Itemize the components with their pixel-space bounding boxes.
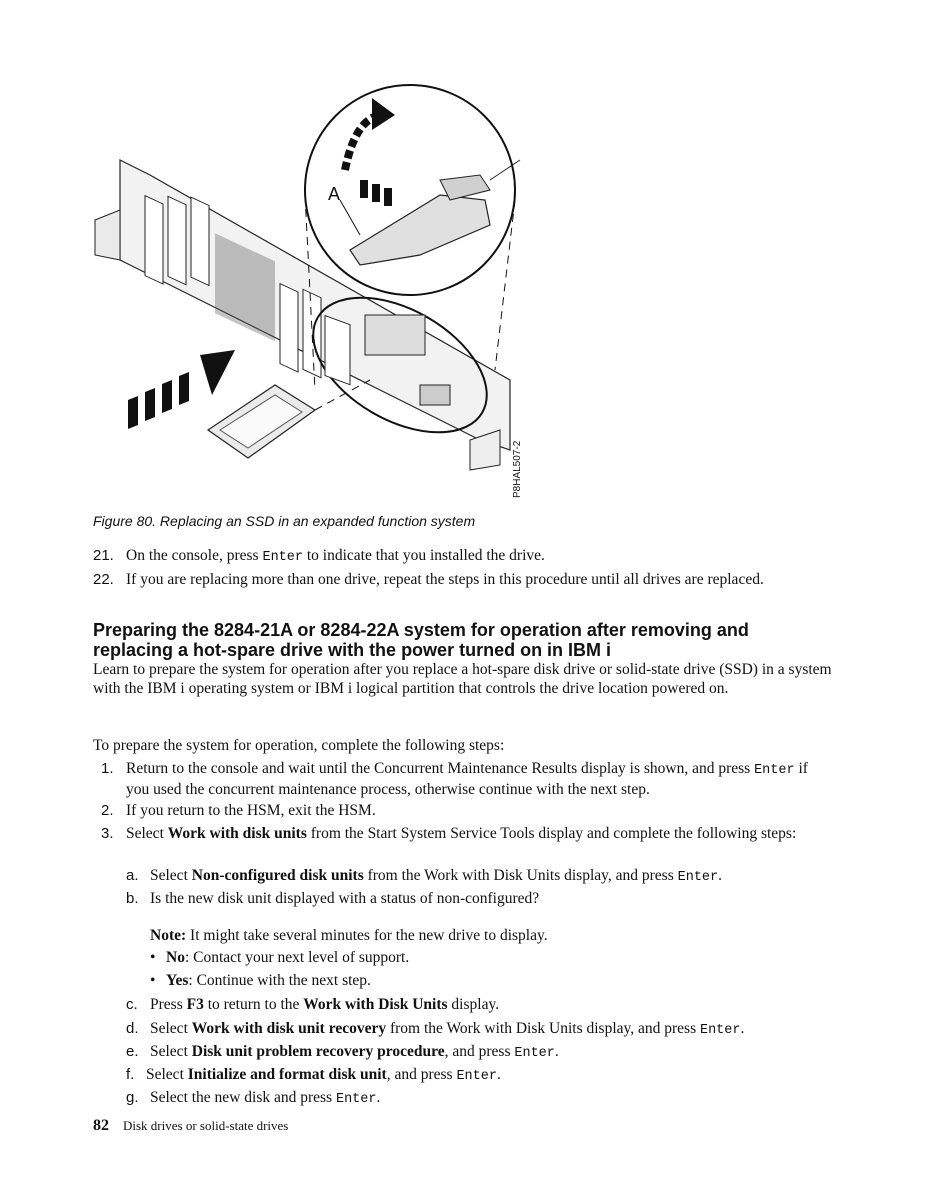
step-text: . [740, 1020, 745, 1037]
step-text: If you are replacing more than one drive, repeat the steps in this procedure until all drives are replaced. [126, 571, 764, 588]
note-text: It might take several minutes for the new drive to display. [186, 927, 548, 944]
step-text: Select [150, 1043, 192, 1060]
menu-option: Disk unit problem recovery procedure [191, 1043, 445, 1060]
key-enter: Enter [699, 1023, 741, 1038]
step-number: 22. [93, 571, 114, 588]
callout-label: A [328, 184, 341, 204]
step-text: . [718, 867, 723, 884]
substep-letter: e. [126, 1043, 139, 1060]
step-text: Press [150, 996, 187, 1013]
bullet-dot: • [150, 972, 156, 989]
step-text: , and press [386, 1066, 457, 1083]
footer-title: Disk drives or solid-state drives [123, 1118, 289, 1133]
page-footer [93, 1117, 288, 1135]
key-enter: Enter [677, 870, 719, 885]
menu-option: Work with Disk Units [303, 996, 448, 1013]
step-text: to return to the [203, 996, 304, 1013]
figure-caption: Figure 80. Replacing an SSD in an expanded function system [93, 513, 476, 529]
note-label: Note: [150, 927, 187, 944]
key-enter: Enter [514, 1046, 555, 1061]
substep-letter: a. [126, 867, 139, 884]
step-text: , and press [444, 1043, 515, 1060]
key-enter: Enter [754, 763, 795, 778]
substep-letter: c. [126, 996, 138, 1013]
step-text: if you used the concurrent maintenance process, otherwise continue with the next step. [126, 760, 808, 798]
step-text: . [554, 1043, 559, 1060]
key-enter: Enter [262, 550, 303, 565]
step-text: from the Start System Service Tools display and complete the following steps: [306, 825, 797, 842]
step-text: Select [146, 1066, 188, 1083]
section-intro: Learn to prepare the system for operation after you replace a hot-spare disk drive or solid-state drive (SSD) in a system with the IBM i operating system or IBM i logical partition that controls the drive location powered on. [93, 661, 832, 697]
step-text: Select the new disk and press [150, 1089, 336, 1106]
step-text: On the console, press [126, 547, 263, 564]
substep-letter: d. [126, 1020, 139, 1037]
menu-option: Work with disk units [167, 825, 307, 842]
bullet-label: No [166, 949, 185, 966]
step-text: from the Work with Disk Units display, and press [363, 867, 678, 884]
step-text: Is the new disk unit displayed with a status of non-configured? [150, 890, 540, 907]
ssd-replacement-figure [90, 80, 530, 505]
step-number: 1. [101, 760, 114, 777]
section-heading: Preparing the 8284-21A or 8284-22A system for operation after removing and replacing a hot-spare drive with the power turned on in IBM i [93, 620, 749, 660]
step-text: Return to the console and wait until the Concurrent Maintenance Results display is shown, and press [126, 760, 755, 777]
substep-letter: f. [126, 1066, 135, 1083]
step-number: 21. [93, 547, 114, 564]
step-text: . [376, 1089, 381, 1106]
steps-lead: To prepare the system for operation, complete the following steps: [93, 737, 505, 754]
menu-option: Non-configured disk units [191, 867, 364, 884]
key-f3: F3 [186, 996, 204, 1013]
substep-letter: b. [126, 890, 139, 907]
bullet-text: : Continue with the next step. [188, 972, 371, 989]
step-number: 2. [101, 802, 114, 819]
menu-option: Work with disk unit recovery [191, 1020, 387, 1037]
step-text: Select [150, 1020, 192, 1037]
bullet-label: Yes [166, 972, 189, 989]
step-text: Select [126, 825, 168, 842]
page-number: 82 [93, 1117, 109, 1134]
figure-id: P8HAL507-2 [512, 440, 523, 498]
key-enter: Enter [335, 1092, 377, 1107]
step-text: from the Work with Disk Units display, and press [386, 1020, 700, 1037]
note [150, 926, 750, 945]
step-text: Select [150, 867, 192, 884]
menu-option: Initialize and format disk unit [187, 1066, 387, 1083]
server-illustration [90, 80, 530, 505]
key-enter: Enter [456, 1069, 497, 1084]
bullet-dot: • [150, 949, 156, 966]
substep-letter: g. [126, 1089, 139, 1106]
step-text: to indicate that you installed the drive. [302, 547, 545, 564]
bullet-text: : Contact your next level of support. [184, 949, 410, 966]
step-text: If you return to the HSM, exit the HSM. [126, 802, 376, 819]
step-text: display. [447, 996, 500, 1013]
step-number: 3. [101, 825, 114, 842]
step-text: . [496, 1066, 501, 1083]
